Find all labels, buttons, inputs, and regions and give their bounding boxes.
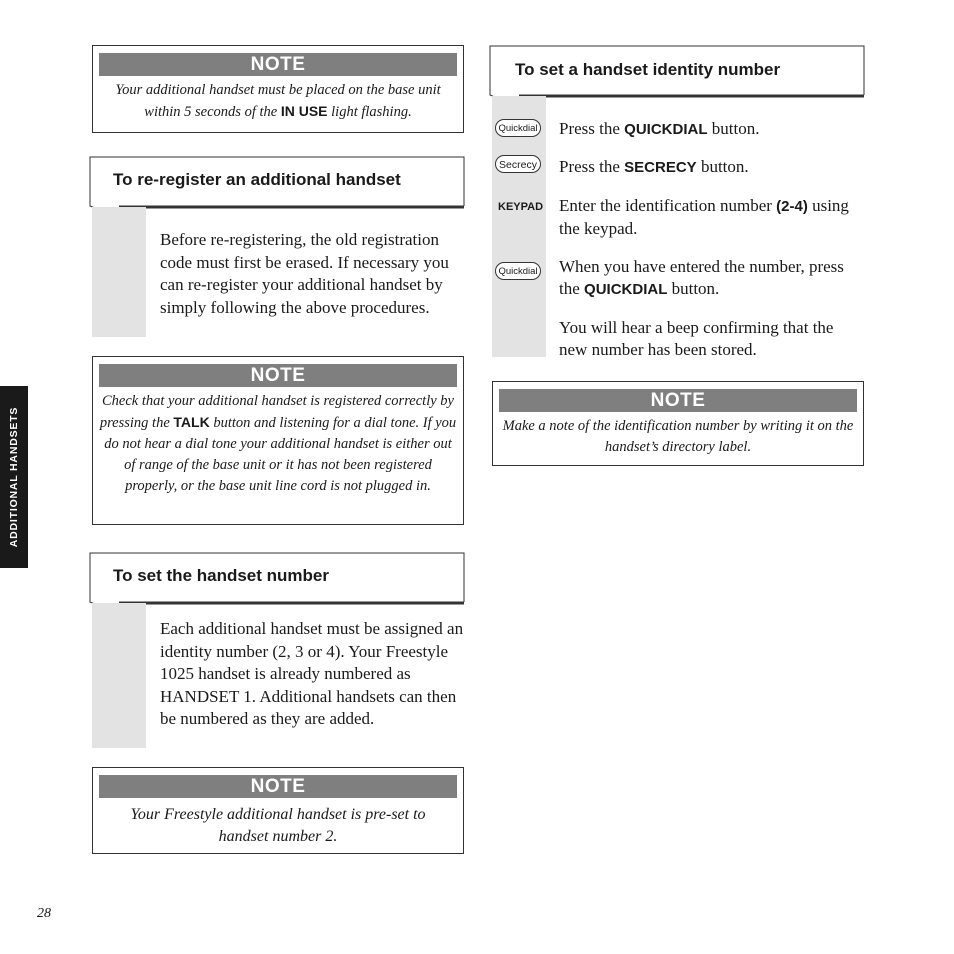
step-3: Enter the identification number (2-4) using the keypad. — [559, 196, 849, 238]
section-header-identity — [489, 45, 865, 95]
side-bar — [92, 603, 146, 748]
reregister-body: Before re-registering, the old registration code must first be erased. If necessary you can re-register your additional handset by simply following the above procedures. — [160, 230, 449, 317]
note-title: NOTE — [99, 53, 457, 76]
set-number-body: Each additional handset must be assigned an identity number (2, 3 or 4). Your Freestyle 1025 handset is already numbered as HANDSET 1. Additional handsets can then be numbered as they are added. — [160, 619, 464, 728]
section-header-set-number — [89, 552, 465, 602]
note-placement — [92, 45, 464, 133]
section-title: To set a handset identity number — [515, 60, 781, 79]
section-header-reregister — [89, 156, 465, 206]
side-bar — [92, 207, 146, 337]
step-1: Press the QUICKDIAL button. — [559, 119, 760, 138]
note-text: Check that your additional handset is registered correctly by pressing the TALK button and listening for a dial tone. If you do not hear a dial tone your additional handset is either out of range of the base unit or it has not been registered properly, or the base unit line cord is not plugged in. — [99, 393, 457, 494]
secrecy-button-icon: Secrecy — [495, 155, 541, 173]
note-title: NOTE — [99, 364, 457, 387]
step-2: Press the SECRECY button. — [559, 157, 749, 176]
step-4: When you have entered the number, press the QUICKDIAL button. — [559, 257, 844, 298]
note-text: Your Freestyle additional handset is pre-set to handset number 2. — [130, 806, 426, 845]
side-tab-label: ADDITIONAL HANDSETS — [8, 406, 20, 548]
step-confirmation: You will hear a beep confirming that the new number has been stored. — [559, 318, 834, 359]
note-text: Your additional handset must be placed on the base unit within 5 seconds of the IN USE light flashing. — [115, 82, 441, 120]
note-title: NOTE — [499, 389, 857, 412]
quickdial-button-icon: Quickdial — [495, 262, 541, 280]
keypad-icon: KEYPAD — [498, 201, 544, 213]
section-title: To set the handset number — [113, 566, 329, 585]
section-title: To re-register an additional handset — [113, 170, 401, 189]
quickdial-button-icon: Quickdial — [495, 119, 541, 137]
page-number: 28 — [37, 906, 51, 921]
note-text: Make a note of the identification number by writing it on the handset’s directory label. — [502, 418, 854, 455]
note-talk-check — [92, 356, 464, 525]
note-preset — [92, 767, 464, 854]
note-directory-label — [492, 381, 864, 466]
side-tab — [0, 386, 28, 568]
note-title: NOTE — [99, 775, 457, 798]
